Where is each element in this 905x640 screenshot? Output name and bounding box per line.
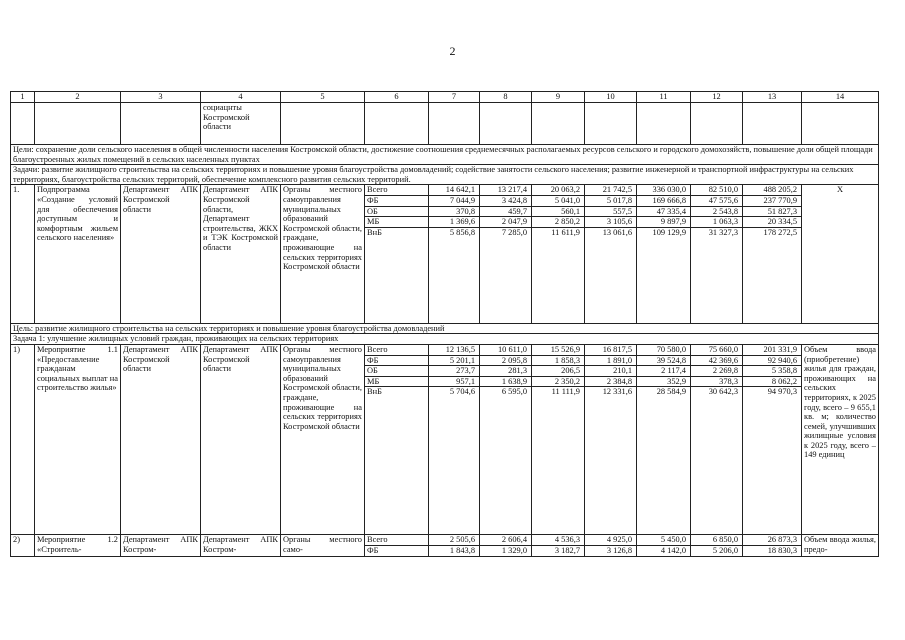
header-row bbox=[11, 92, 879, 103]
funding-source: МБ bbox=[365, 376, 429, 387]
funding-source: ВнБ bbox=[365, 387, 429, 535]
header-cell: 11 bbox=[637, 92, 691, 103]
header-cell: 13 bbox=[743, 92, 802, 103]
tasks-text: Задачи: развитие жилищного строительства на сельских территориях и повышение уровня благоустройства домовладений; содействие занятости сельского населения; развитие инженерной и транспортной инфраструктуры на сельских территориях, благоустройства сельских территорий, обеспечение комплексного развития сельских территорий. bbox=[11, 165, 879, 185]
value-cell: 30 642,3 bbox=[691, 387, 743, 535]
value-cell: 2 095,8 bbox=[480, 355, 532, 366]
funding-source: Всего bbox=[365, 185, 429, 196]
value-cell: 281,3 bbox=[480, 366, 532, 377]
header-cell: 2 bbox=[35, 92, 121, 103]
value-cell: 352,9 bbox=[637, 376, 691, 387]
funding-source: ОБ bbox=[365, 206, 429, 217]
value-cell: 557,5 bbox=[585, 206, 637, 217]
header-cell: 3 bbox=[121, 92, 201, 103]
value-cell: 20 063,2 bbox=[532, 185, 585, 196]
header-cell: 4 bbox=[201, 92, 281, 103]
value-cell: 488 205,2 bbox=[743, 185, 802, 196]
value-cell: 2 384,8 bbox=[585, 376, 637, 387]
tasks-row bbox=[11, 165, 879, 185]
value-cell: 3 182,7 bbox=[532, 545, 585, 556]
participants: Органы местного само- bbox=[281, 535, 365, 556]
value-cell: 370,8 bbox=[429, 206, 480, 217]
value-cell: 11 611,9 bbox=[532, 227, 585, 323]
value-cell: 2 505,6 bbox=[429, 535, 480, 546]
header-cell: 5 bbox=[281, 92, 365, 103]
table-row bbox=[11, 535, 879, 546]
header-cell: 6 bbox=[365, 92, 429, 103]
page-number: 2 bbox=[449, 44, 456, 58]
value-cell: 169 666,8 bbox=[637, 195, 691, 206]
value-cell: 5 704,6 bbox=[429, 387, 480, 535]
measure-name: Мероприятие 1.2 «Строитель- bbox=[35, 535, 121, 556]
value-cell: 13 061,6 bbox=[585, 227, 637, 323]
value-cell: 4 536,3 bbox=[532, 535, 585, 546]
co-executors: Департамент АПК Костромской области, Департамент строительства, ЖКХ и ТЭК Костромской области bbox=[201, 185, 281, 323]
value-cell: 1 891,0 bbox=[585, 355, 637, 366]
value-cell: 210,1 bbox=[585, 366, 637, 377]
value-cell: 82 510,0 bbox=[691, 185, 743, 196]
co-executors: Департамент АПК Костромской области bbox=[201, 344, 281, 534]
value-cell: 5 358,8 bbox=[743, 366, 802, 377]
funding-source: Всего bbox=[365, 344, 429, 355]
value-cell: 47 335,4 bbox=[637, 206, 691, 217]
value-cell: 15 526,9 bbox=[532, 344, 585, 355]
value-cell: 5 041,0 bbox=[532, 195, 585, 206]
value-cell: 10 611,0 bbox=[480, 344, 532, 355]
value-cell: 178 272,5 bbox=[743, 227, 802, 323]
value-cell: 1 063,3 bbox=[691, 217, 743, 228]
value-cell: 206,5 bbox=[532, 366, 585, 377]
value-cell: 957,1 bbox=[429, 376, 480, 387]
value-cell: 2 606,4 bbox=[480, 535, 532, 546]
funding-source: ФБ bbox=[365, 545, 429, 556]
header-cell: 1 bbox=[11, 92, 35, 103]
value-cell: 459,7 bbox=[480, 206, 532, 217]
value-cell: 5 856,8 bbox=[429, 227, 480, 323]
value-cell: 4 925,0 bbox=[585, 535, 637, 546]
value-cell: 237 770,9 bbox=[743, 195, 802, 206]
value-cell: 3 105,6 bbox=[585, 217, 637, 228]
row-number: 1) bbox=[11, 344, 35, 534]
funding-source: Всего bbox=[365, 535, 429, 546]
funding-source: МБ bbox=[365, 217, 429, 228]
value-cell: 28 584,9 bbox=[637, 387, 691, 535]
value-cell: 9 897,9 bbox=[637, 217, 691, 228]
header-cell: 14 bbox=[802, 92, 879, 103]
expected-result: Объем ввода жилья, предо- bbox=[802, 535, 879, 556]
participants: Органы местного самоуправления муниципальных образований Костромской области, граждане, проживающие на сельских территориях Костромской области bbox=[281, 185, 365, 323]
value-cell: 6 595,0 bbox=[480, 387, 532, 535]
row-number: 1. bbox=[11, 185, 35, 323]
participants: Органы местного самоуправления муниципальных образований Костромской области, граждане, проживающие на сельских территориях Костромской области bbox=[281, 344, 365, 534]
header-cell: 10 bbox=[585, 92, 637, 103]
value-cell: 1 843,8 bbox=[429, 545, 480, 556]
value-cell: 3 424,8 bbox=[480, 195, 532, 206]
program-name: Подпрограмма «Создание условий для обеспечения доступным и комфортным жильем сельского населения» bbox=[35, 185, 121, 323]
funding-source: ФБ bbox=[365, 195, 429, 206]
goal-text: Цели: сохранение доли сельского населения в общей численности населения Костромской области, достижение соотношения среднемесячных располагаемых ресурсов сельского и городского домохозяйств, повышение доли общей площади благоустроенных жилых помещений в сельских населенных пунктах bbox=[11, 145, 879, 165]
funding-source: ВнБ bbox=[365, 227, 429, 323]
value-cell: 18 830,3 bbox=[743, 545, 802, 556]
value-cell: 12 136,5 bbox=[429, 344, 480, 355]
value-cell: 2 269,8 bbox=[691, 366, 743, 377]
program-table bbox=[10, 91, 879, 557]
value-cell: 560,1 bbox=[532, 206, 585, 217]
value-cell: 7 285,0 bbox=[480, 227, 532, 323]
value-cell: 31 327,3 bbox=[691, 227, 743, 323]
header-cell: 9 bbox=[532, 92, 585, 103]
value-cell: 2 350,2 bbox=[532, 376, 585, 387]
responsible-executor: Департамент АПК Костром- bbox=[121, 535, 201, 556]
measure-name: Мероприятие 1.1 «Предоставление гражданам социальных выплат на строительство жилья» bbox=[35, 344, 121, 534]
value-cell: 2 117,4 bbox=[637, 366, 691, 377]
co-executors: Департамент АПК Костром- bbox=[201, 535, 281, 556]
value-cell: 14 642,1 bbox=[429, 185, 480, 196]
value-cell: 51 827,3 bbox=[743, 206, 802, 217]
value-cell: 21 742,5 bbox=[585, 185, 637, 196]
value-cell: 5 206,0 bbox=[691, 545, 743, 556]
header-cell: 8 bbox=[480, 92, 532, 103]
funding-source: ОБ bbox=[365, 366, 429, 377]
funding-source: ФБ bbox=[365, 355, 429, 366]
table-row bbox=[11, 185, 879, 196]
value-cell: 39 524,8 bbox=[637, 355, 691, 366]
value-cell: 6 850,0 bbox=[691, 535, 743, 546]
value-cell: 3 126,8 bbox=[585, 545, 637, 556]
continuation-row bbox=[11, 103, 879, 145]
header-cell: 7 bbox=[429, 92, 480, 103]
row-number: 2) bbox=[11, 535, 35, 556]
value-cell: 7 044,9 bbox=[429, 195, 480, 206]
responsible-executor: Департамент АПК Костромской области bbox=[121, 185, 201, 323]
value-cell: 2 850,2 bbox=[532, 217, 585, 228]
value-cell: 201 331,9 bbox=[743, 344, 802, 355]
value-cell: 26 873,3 bbox=[743, 535, 802, 546]
value-cell: 42 369,6 bbox=[691, 355, 743, 366]
header-cell: 12 bbox=[691, 92, 743, 103]
value-cell: 273,7 bbox=[429, 366, 480, 377]
value-cell: 5 450,0 bbox=[637, 535, 691, 546]
responsible-executor: Департамент АПК Костромской области bbox=[121, 344, 201, 534]
value-cell: 2 047,9 bbox=[480, 217, 532, 228]
value-cell: 1 858,3 bbox=[532, 355, 585, 366]
value-cell: 75 660,0 bbox=[691, 344, 743, 355]
value-cell: 94 970,3 bbox=[743, 387, 802, 535]
value-cell: 1 329,0 bbox=[480, 545, 532, 556]
goal-row bbox=[11, 145, 879, 165]
value-cell: 20 334,5 bbox=[743, 217, 802, 228]
expected-result: Объем ввода (приобретение) жилья для граждан, проживающих на сельских территориях, к 2025 году, всего – 9 655,1 кв. м; количество семей, улучшивших жилищные условия к 2025 году, всего – 149 единиц bbox=[802, 344, 879, 534]
goal-row bbox=[11, 323, 879, 334]
value-cell: 12 331,6 bbox=[585, 387, 637, 535]
goal-text: Цель: развитие жилищного строительства на сельских территориях и повышение уровня благоустройства домовладений bbox=[11, 323, 879, 334]
value-cell: 8 062,2 bbox=[743, 376, 802, 387]
value-cell: 4 142,0 bbox=[637, 545, 691, 556]
value-cell: 378,3 bbox=[691, 376, 743, 387]
value-cell: 2 543,8 bbox=[691, 206, 743, 217]
value-cell: 5 201,1 bbox=[429, 355, 480, 366]
table-row bbox=[11, 344, 879, 355]
value-cell: 336 030,0 bbox=[637, 185, 691, 196]
task-row bbox=[11, 334, 879, 345]
value-cell: 92 940,6 bbox=[743, 355, 802, 366]
value-cell: 11 111,9 bbox=[532, 387, 585, 535]
expected-result: Х bbox=[802, 185, 879, 323]
value-cell: 5 017,8 bbox=[585, 195, 637, 206]
value-cell: 70 580,0 bbox=[637, 344, 691, 355]
value-cell: 109 129,9 bbox=[637, 227, 691, 323]
value-cell: 1 369,6 bbox=[429, 217, 480, 228]
value-cell: 47 575,6 bbox=[691, 195, 743, 206]
value-cell: 1 638,9 bbox=[480, 376, 532, 387]
continued-coexecutor: социацнты Костромской области bbox=[201, 103, 281, 145]
value-cell: 16 817,5 bbox=[585, 344, 637, 355]
value-cell: 13 217,4 bbox=[480, 185, 532, 196]
task-text: Задача 1: улучшение жилищных условий граждан, проживающих на сельских территориях bbox=[11, 334, 879, 345]
